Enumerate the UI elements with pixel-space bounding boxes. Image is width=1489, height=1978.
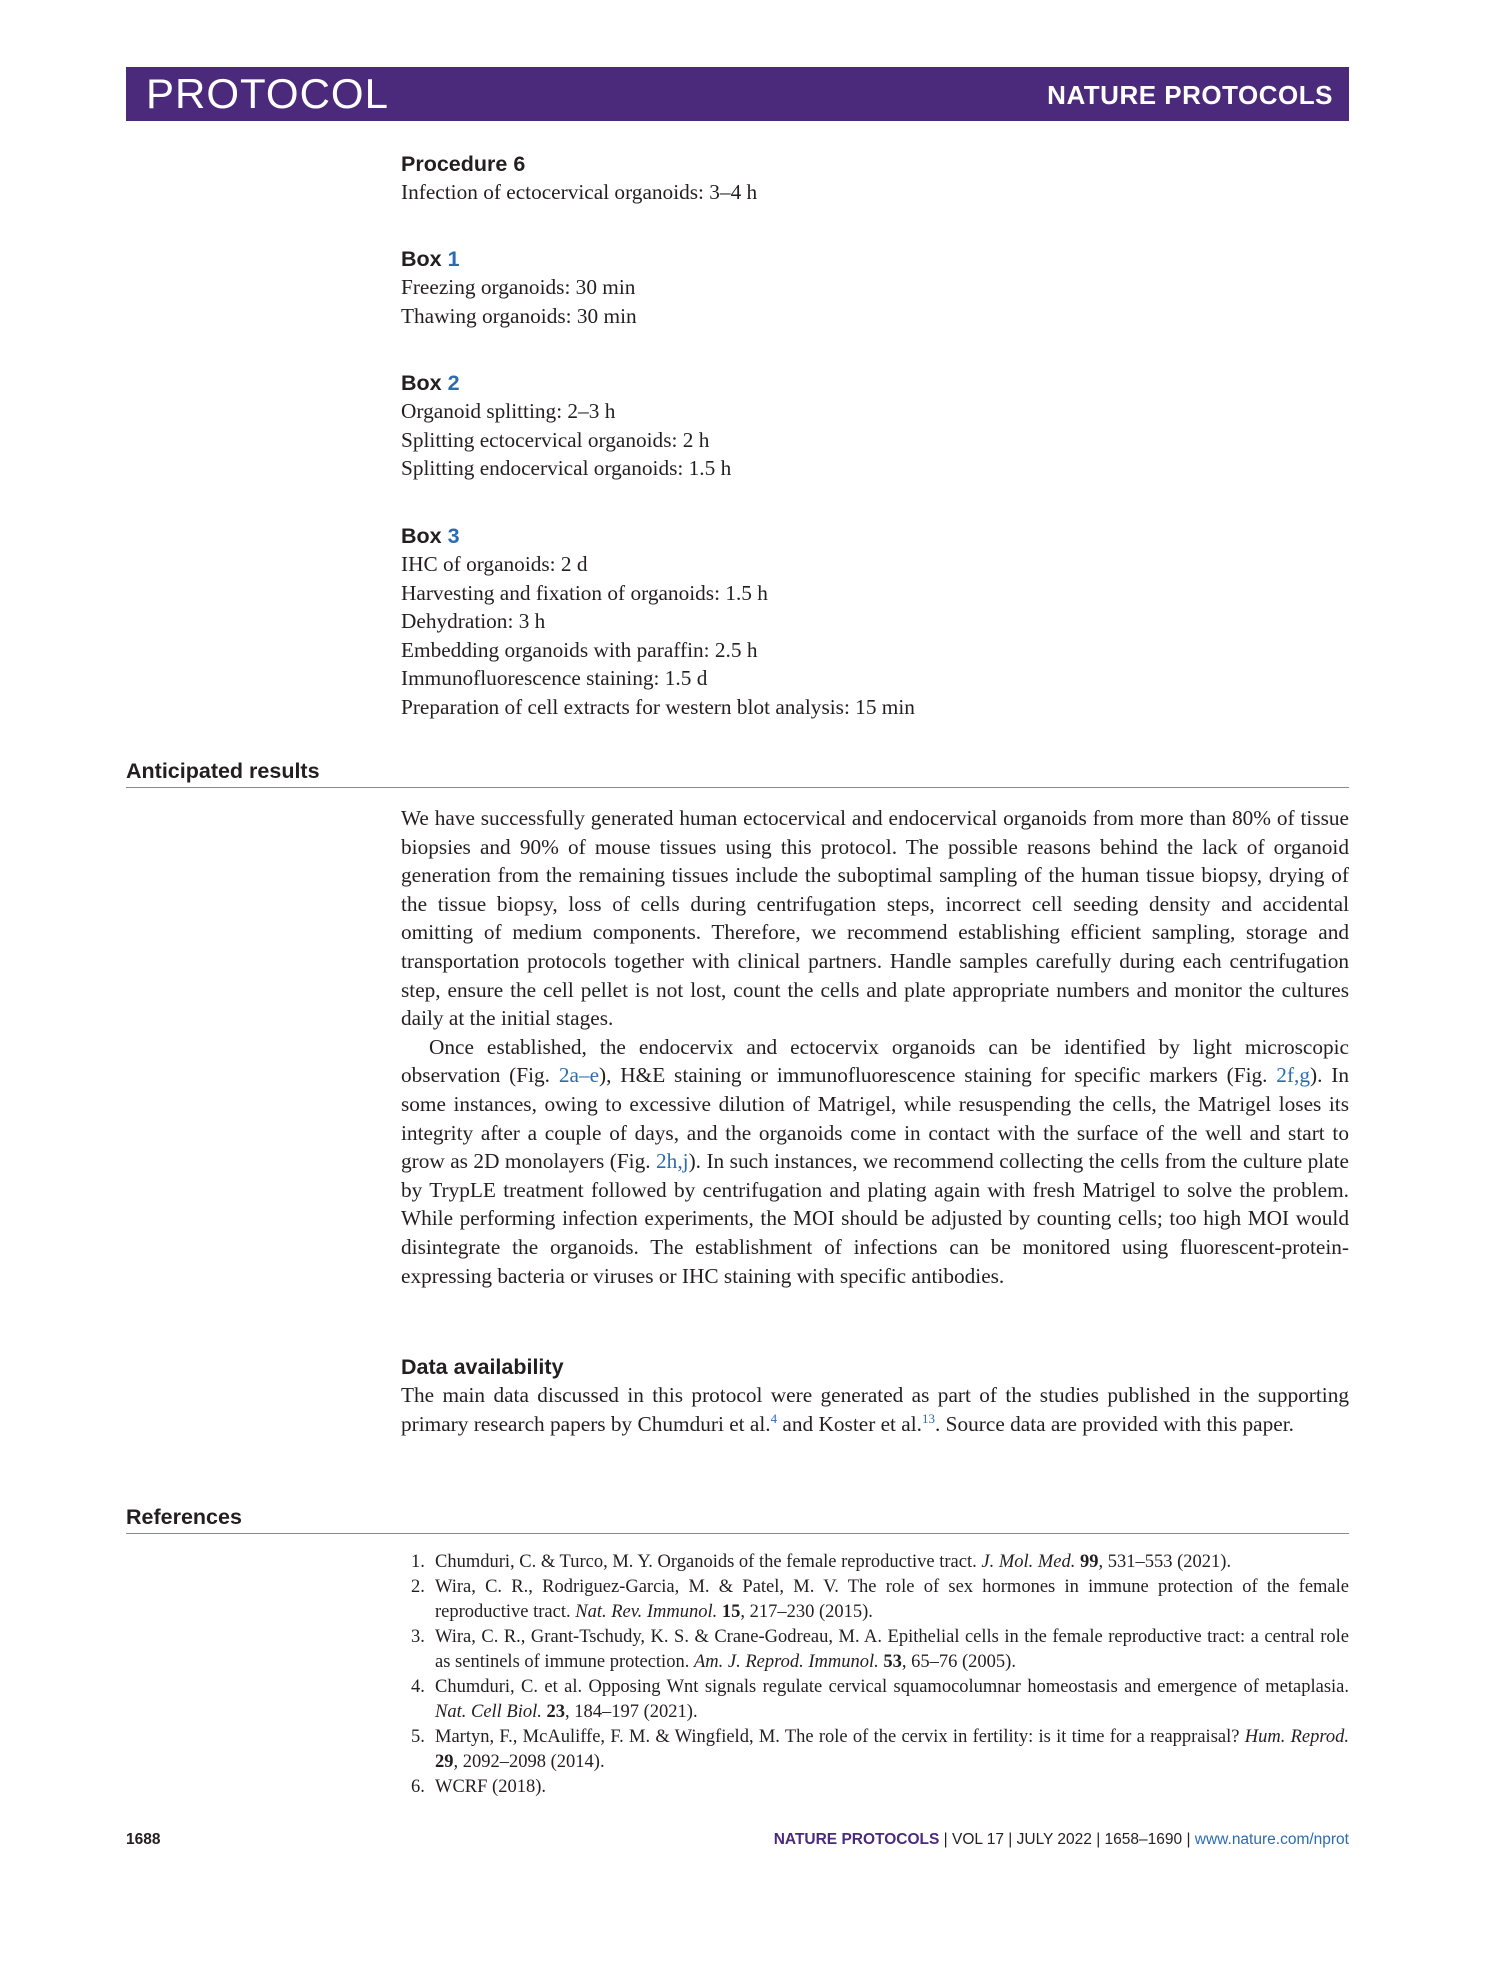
box-2-title: Box 2: [401, 371, 460, 395]
anticipated-results-body: [401, 804, 1349, 1290]
reference-item: 6. WCRF (2018).: [411, 1777, 546, 1797]
timing-line: Thawing organoids: 30 min: [401, 303, 637, 328]
anticipated-results-heading: Anticipated results: [126, 757, 1349, 788]
citation-link[interactable]: 13: [922, 1410, 935, 1426]
figure-link[interactable]: 2f,g: [1276, 1063, 1311, 1088]
data-availability-title: Data availability: [401, 1355, 564, 1379]
header-banner: [126, 67, 1349, 121]
timing-line: Splitting endocervical organoids: 1.5 h: [401, 456, 732, 481]
reference-item: 2. Wira, C. R., Rodriguez-Garcia, M. & Patel, M. V. The role of sex hormones in immune protection of the female reproductive tract. Nat. Rev. Immunol. 15, 217–230 (2015).: [411, 1577, 1349, 1622]
timing-line: Dehydration: 3 h: [401, 609, 546, 634]
paragraph: Once established, the endocervix and ectocervix organoids can be identified by light microscopic observation (Fig. 2a–e), H&E staining or immunofluorescence staining for specific markers (Fig. 2f,g). In some instances, owing to excessive dilution of Matrigel, while resuspending the cells, the Matrigel loses its integrity after a couple of days, and the organoids come in contact with the surface of the well and start to grow as 2D monolayers (Fig. 2h,j). In such instances, we recommend collecting the cells from the culture plate by TrypLE treatment followed by centrifugation and plating again with fresh Matrigel to solve the problem. While performing infection experiments, the MOI should be adjusted by counting cells; too high MOI would disintegrate the organoids. The establishment of infections can be monitored using fluorescent-protein-expressing bacteria or viruses or IHC staining with specific antibodies.: [401, 1034, 1349, 1288]
timing-line: Organoid splitting: 2–3 h: [401, 399, 616, 423]
box-3-link[interactable]: 3: [447, 524, 460, 548]
timing-procedure-6: [401, 150, 1349, 207]
reference-item: 1. Chumduri, C. & Turco, M. Y. Organoids of the female reproductive tract. J. Mol. Med. 99, 531–553 (2021).: [411, 1552, 1232, 1572]
figure-link[interactable]: 2a–e: [558, 1063, 600, 1088]
procedure-6-title: Procedure 6: [401, 152, 526, 176]
references-list: [401, 1550, 1349, 1800]
timing-box-1: [401, 245, 1349, 330]
box-2-link[interactable]: 2: [447, 371, 460, 395]
figure-link[interactable]: 2h,j: [656, 1149, 689, 1174]
timing-line: Splitting ectocervical organoids: 2 h: [401, 427, 710, 452]
paragraph: We have successfully generated human ectocervical and endocervical organoids from more than 80% of tissue biopsies and 90% of mouse tissues using this protocol. The possible reasons behind the lack of organoid generation from the remaining tissues include the suboptimal sampling of the human tissue biopsy, drying of the tissue biopsy, loss of cells during centrifugation steps, incorrect cell seeding density and accidental omitting of medium components. Therefore, we recommend establishing efficient sampling, storage and transportation protocols together with clinical partners. Handle samples carefully during each centrifugation step, ensure the cell pellet is not lost, count the cells and plate appropriate numbers and monitor the cultures daily at the initial stages.: [401, 806, 1349, 1031]
timing-box-3: [401, 522, 1349, 722]
timing-line: Harvesting and fixation of organoids: 1.5 h: [401, 580, 768, 605]
journal-url-link[interactable]: www.nature.com/nprot: [1194, 1831, 1349, 1848]
timing-line: Immunofluorescence staining: 1.5 d: [401, 666, 708, 691]
box-3-title: Box 3: [401, 524, 460, 548]
references-heading: References: [126, 1503, 1349, 1534]
timing-line: Infection of ectocervical organoids: 3–4 h: [401, 180, 758, 204]
timing-line: Embedding organoids with paraffin: 2.5 h: [401, 637, 758, 662]
paragraph: The main data discussed in this protocol were generated as part of the studies published in the supporting primary research papers by Chumduri et al.$^4$ and Koster et al.$^{13}$. Source data are provided with this paper.: [401, 1383, 1349, 1436]
citation-link[interactable]: 4: [770, 1410, 778, 1426]
timing-line: Freezing organoids: 30 min: [401, 275, 636, 299]
reference-item: 4. Chumduri, C. et al. Opposing Wnt signals regulate cervical squamocolumnar homeostasis and emergence of metaplasia. Nat. Cell Biol. 23, 184–197 (2021).: [411, 1677, 1349, 1722]
page-footer: [126, 1831, 1349, 1855]
timing-box-2: [401, 369, 1349, 483]
box-1-link[interactable]: 1: [447, 247, 460, 271]
page-number: 1688: [126, 1831, 161, 1848]
box-1-title: Box 1: [401, 247, 460, 271]
timing-line: IHC of organoids: 2 d: [401, 552, 588, 576]
section-label: PROTOCOL: [146, 70, 389, 117]
reference-item: 5. Martyn, F., McAuliffe, F. M. & Wingfield, M. The role of the cervix in fertility: is it time for a reappraisal? Hum. Reprod. 29, 2092–2098 (2014).: [411, 1727, 1349, 1772]
data-availability: [401, 1353, 1349, 1438]
timing-line: Preparation of cell extracts for western blot analysis: 15 min: [401, 694, 915, 719]
reference-item: 3. Wira, C. R., Grant-Tschudy, K. S. & Crane-Godreau, M. A. Epithelial cells in the female reproductive tract: a central role as sentinels of immune protection. Am. J. Reprod. Immunol. 53, 65–76 (2005).: [411, 1627, 1349, 1672]
citation-line: NATURE PROTOCOLS | VOL 17 | JULY 2022 | 1658–1690 | www.nature.com/nprot: [773, 1831, 1349, 1848]
journal-name: NATURE PROTOCOLS: [1047, 80, 1333, 110]
